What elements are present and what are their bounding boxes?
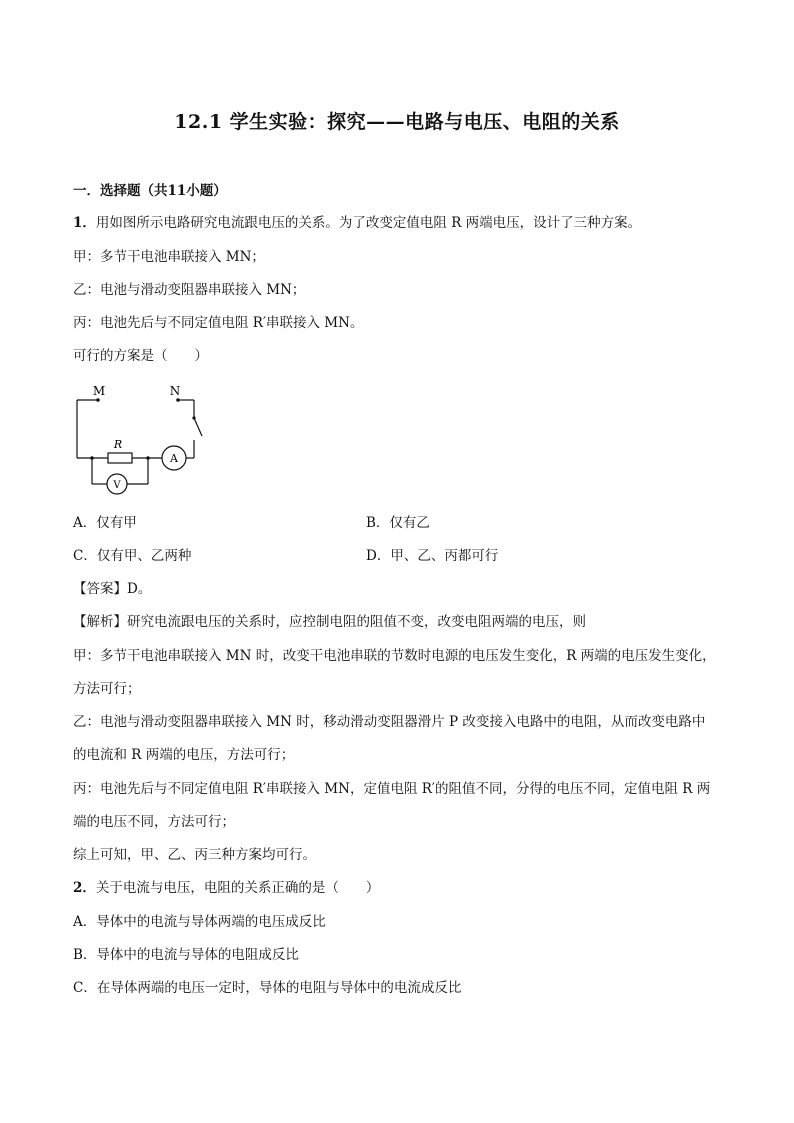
option-b: B．仅有乙: [366, 515, 430, 531]
analysis-line: 丙：电池先后与不同定值电阻 R′串联接入 MN，定值电阻 R′的阻值不同，分得的电压不同，定值电阻 R 两: [73, 781, 711, 797]
analysis-line: 甲：多节干电池串联接入 MN 时，改变干电池串联的节数时电源的电压发生变化，R 两端的电压发生变化，: [73, 648, 716, 664]
option-c: C．仅有甲、乙两种: [73, 548, 192, 564]
label-m: M: [92, 384, 106, 398]
option-d: D．甲、乙、丙都可行: [366, 548, 499, 564]
label-r: R: [113, 438, 123, 451]
page-title: 12.1 学生实验：探究——电路与电压、电阻的关系: [174, 111, 620, 133]
question-number: 2．: [73, 880, 96, 896]
option-b: B．导体中的电流与导体的电阻成反比: [73, 947, 299, 963]
analysis-line: 【解析】研究电流跟电压的关系时，应控制电阻的阻值不变，改变电阻两端的电压，则: [73, 614, 586, 630]
analysis-line: 方法可行；: [73, 681, 141, 697]
label-n: N: [169, 384, 181, 398]
question-text: 关于电流与电压，电阻的关系正确的是（ ）: [95, 880, 380, 896]
section-heading: 一．选择题（共11小题）: [73, 183, 227, 199]
switch-blade: [194, 418, 202, 436]
question-text: 用如图所示电路研究电流跟电压的关系。为了改变定值电阻 R 两端电压，设计了三种方案。: [95, 215, 642, 231]
label-v: V: [113, 480, 121, 491]
question-number: 1．: [73, 215, 96, 231]
plan-bing: 丙：电池先后与不同定值电阻 R′串联接入 MN。: [73, 315, 364, 331]
plan-jia: 甲：多节干电池串联接入 MN；: [73, 249, 265, 265]
analysis-line: 的电流和 R 两端的电压，方法可行；: [73, 747, 295, 763]
option-a: A．导体中的电流与导体两端的电压成反比: [73, 914, 326, 930]
option-c: C．在导体两端的电压一定时，导体的电阻与导体中的电流成反比: [73, 980, 462, 996]
question-prompt: 可行的方案是（ ）: [73, 348, 208, 364]
terminal-n-dot: [176, 398, 180, 402]
question-1-stem: [73, 214, 641, 232]
analysis-line: 乙：电池与滑动变阻器串联接入 MN 时，移动滑动变阻器滑片 P 改变接入电路中的电阻，从而改变电路中: [73, 714, 706, 730]
question-2-stem: [73, 879, 379, 897]
terminal-m-dot: [96, 398, 100, 402]
analysis-line: 端的电压不同，方法可行；: [73, 814, 235, 830]
plan-yi: 乙：电池与滑动变阻器串联接入 MN；: [73, 282, 306, 298]
answer: 【答案】D。: [73, 581, 152, 597]
junction-dot: [90, 456, 94, 460]
junction-dot: [146, 456, 150, 460]
switch-pivot-dot: [192, 416, 195, 419]
label-a: A: [170, 452, 178, 465]
option-a: A．仅有甲: [73, 515, 137, 531]
resistor-r: [108, 453, 132, 463]
analysis-line: 综上可知，甲、乙、丙三种方案均可行。: [73, 847, 316, 863]
circuit-diagram: [68, 380, 218, 498]
